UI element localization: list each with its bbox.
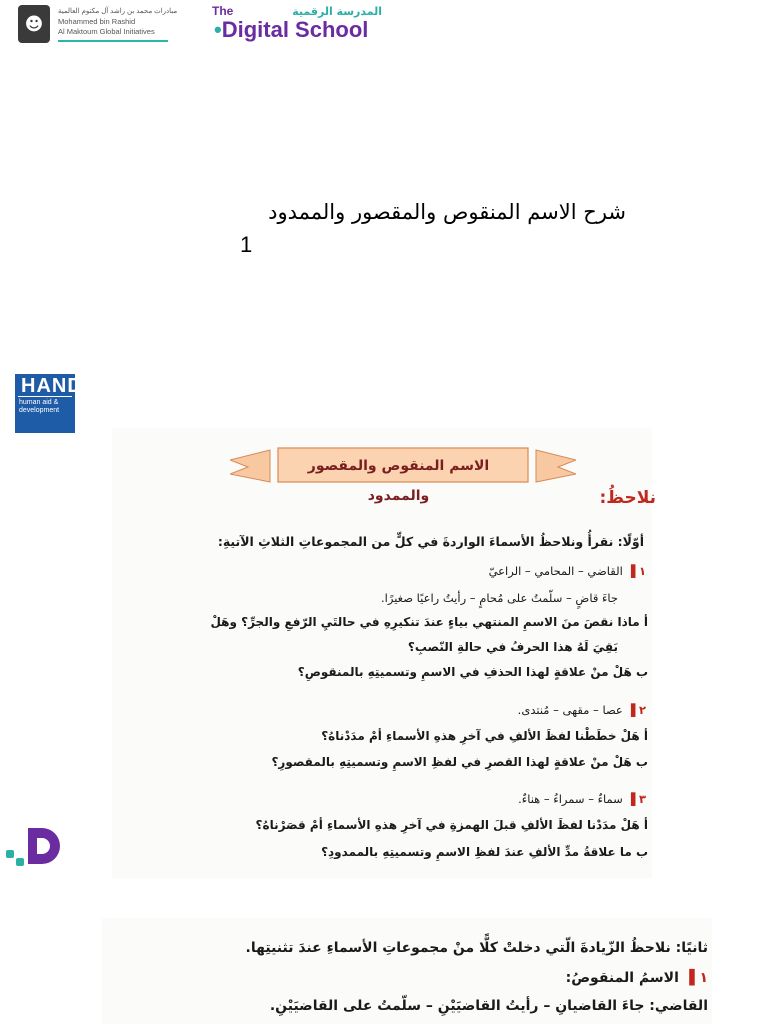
group-1-example: جاءَ قاضٍ – سلّمتُ على مُحامٍ – رأيتُ راعيًا صغيرًا. [381,591,618,605]
lesson-banner-title: الاسم المنقوص والمقصور والممدود [307,458,490,504]
lesson2-heading-row [566,970,708,986]
group-1-words-row [489,564,646,578]
group-2-question-b: ب هَلْ منْ علاقةٍ لهذا القصرِ في لفظِ الاسمِ وتسميتِهِ بالمقصورِ؟ [271,755,648,769]
group-3-question-b: ب ما علاقةُ مدِّ الألفِ عندَ لفظِ الاسمِ وتسميتِهِ بالممدودِ؟ [321,845,648,859]
group-3-number: ٣ [638,792,646,806]
hand-logo-title: HAND [18,374,72,397]
ds-logo-the: The [212,4,234,18]
mbr-logo-arabic: مبادرات محمد بن راشد آل مكتوم العالمية [58,7,178,15]
group-3-question-a: أ هَلْ مدَدْنا لفظَ الألفِ قبلَ الهمزةِ في آخرِ هذهِ الأسماءِ أمْ قصَرْناهُ؟ [255,818,648,832]
group-1-question-a: أ ماذا نقصَ منَ الاسمِ المنتهي بياءٍ عندَ تنكيرِهِ في حالتَيِ الرّفعِ والجرِّ؟ وهَلْ [210,615,648,629]
digital-school-mark-icon [6,824,64,868]
mbr-logo-english-line2: Al Maktoum Global Initiatives [58,26,155,36]
page-title: شرح الاسم المنقوص والمقصور والممدود [268,200,626,224]
lesson2-intro: ثانيًا: نلاحظُ الزّيادةَ الّتي دخلتْ كلًّا منْ مجموعاتِ الأسماءِ عندَ تثنيتِها. [245,940,708,956]
group-1-number: ١ [638,564,646,578]
hand-logo [15,374,83,433]
lesson2-marker-icon: ▐ [683,970,695,986]
lesson2-heading: الاسمُ المنقوصُ: [565,970,679,986]
group-3-marker-icon: ▐ [626,792,636,806]
lesson2-heading-number: ١ [699,970,708,986]
group-2-words-row [518,703,646,717]
group-2-words: عصا – مقهى – مُنتدى. [517,703,623,717]
group-3-words: سماءٌ – سمراءُ – هناءٌ. [518,792,623,806]
page-title-number: 1 [240,232,253,257]
mbr-initiatives-logo [18,4,188,44]
mbr-logo-english-line1: Mohammed bin Rashid [58,16,136,26]
observe-heading: نلاحظُ: [599,488,656,508]
portrait-emblem-icon: ☻ [18,5,50,43]
mbr-logo-underline [58,40,168,42]
group-1-words: القاضي – المحامي – الراعيّ [488,564,623,578]
ds-logo-dot-icon: • [214,17,222,42]
group-2-question-a: أ هَلْ خطَطْنا لفظَ الألفِ في آخرِ هذهِ الأسماءِ أمْ مدَدْناهُ؟ [321,729,648,743]
group-1-question-a-cont: بَقِيَ لَهُ هذا الحرفُ في حالةِ النّصبِ؟ [407,640,618,654]
digital-school-logo [212,4,382,44]
group-2-marker-icon: ▐ [626,703,636,717]
ds-logo-arabic: المدرسة الرقمية [292,4,382,18]
lesson2-example: القاضي: جاءَ القاضيانِ – رأيتُ القاضيَيْنِ – سلّمتُ على القاضيَيْنِ. [269,998,708,1014]
group-2-number: ٢ [638,703,646,717]
ds-logo-name: Digital School [221,17,369,42]
group-1-question-b: ب هَلْ منْ علاقةٍ لهذا الحذفِ في الاسمِ وتسميتِهِ بالمنقوصِ؟ [297,665,648,679]
hand-logo-subtitle: human aid & development [19,399,60,414]
group-3-words-row [518,792,646,806]
lesson-intro: أوّلًا: نقرأُ ونلاحظُ الأسماءَ الواردةَ في كلٍّ من المجموعاتِ الثلاثِ الآتيةِ: [217,534,644,549]
group-1-marker-icon: ▐ [626,564,636,578]
